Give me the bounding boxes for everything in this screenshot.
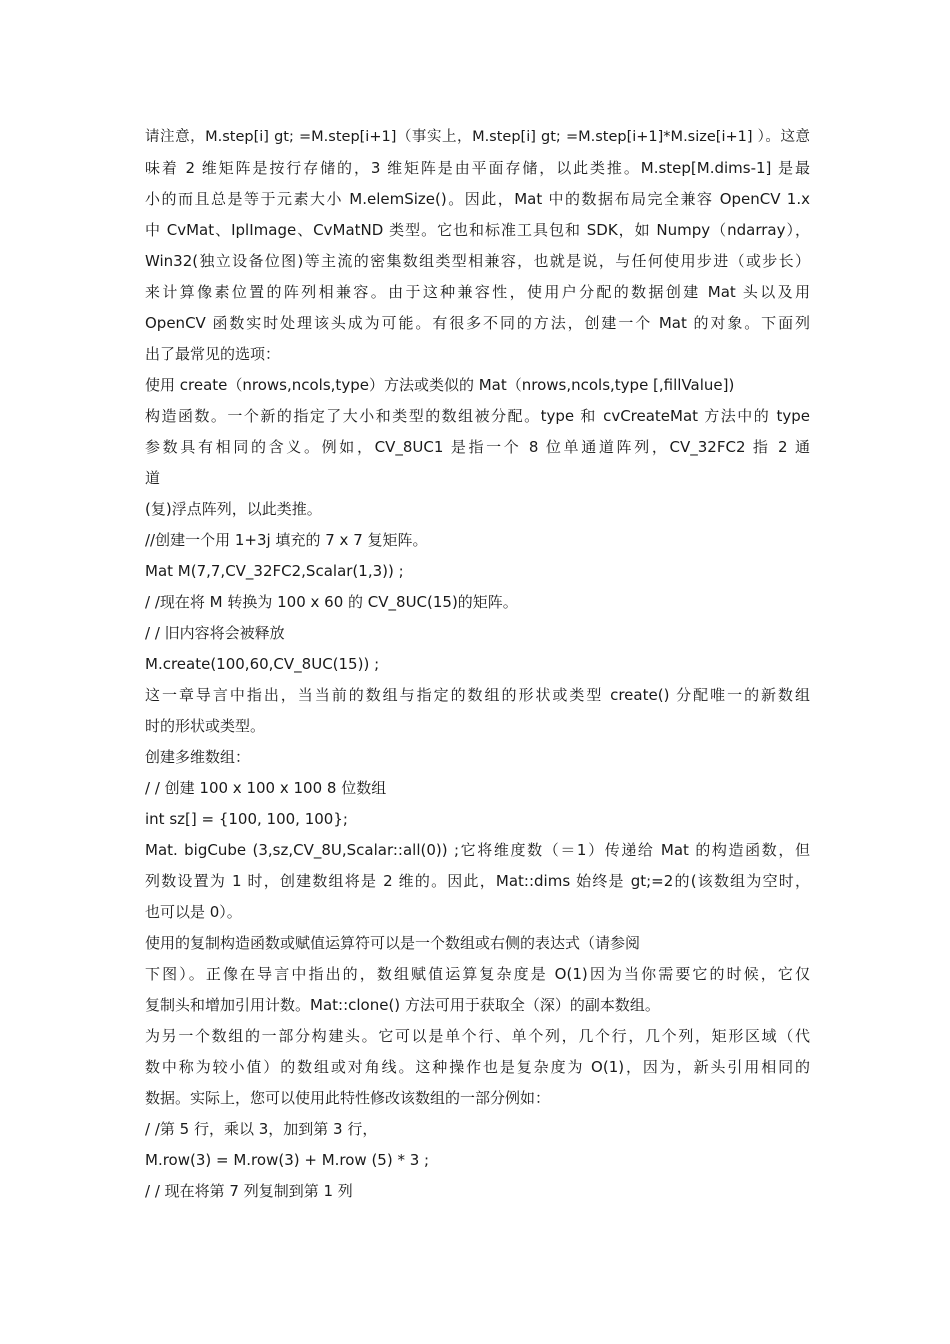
text-line: 使用的复制构造函数或赋值运算符可以是一个数组或右侧的表达式（请参阅 <box>145 934 641 952</box>
text-line: M.create(100,60,CV_8UC(15)) ; <box>145 655 380 673</box>
text-line: M.row(3) = M.row(3) + M.row (5) * 3 ; <box>145 1151 430 1169</box>
text-line: / /第 5 行，乘以 3，加到第 3 行， <box>145 1120 378 1138</box>
text-line: / / 现在将第 7 列复制到第 1 列 <box>145 1182 353 1200</box>
text-line: 时的形状或类型。 <box>145 717 266 735</box>
text-line: 来计算像素位置的阵列相兼容。由于这种兼容性，使用户分配的数据创建 Mat 头以及用 <box>145 283 810 301</box>
text-line: 也可以是 0）。 <box>145 903 242 921</box>
text-line: (复)浮点阵列，以此类推。 <box>145 500 322 518</box>
text-line: / /现在将 M 转换为 100 x 60 的 CV_8UC(15)的矩阵。 <box>145 593 518 611</box>
text-line: 请注意，M.step[i] gt; =M.step[i+1]（事实上，M.step[i] gt; =M.step[i+1]*M.size[i+1] ）。这意 <box>145 129 810 145</box>
text-line: 下图）。正像在导言中指出的，数组赋值运算复杂度是 O(1)因为当你需要它的时候，它仅 <box>145 965 810 983</box>
text-line: Mat M(7,7,CV_32FC2,Scalar(1,3)) ; <box>145 562 404 580</box>
text-line: 参数具有相同的含义。例如，CV_8UC1 是指一个 8 位单通道阵列，CV_32FC2 指 2 通 <box>145 438 810 456</box>
text-line: 为另一个数组的一部分构建头。它可以是单个行、单个列，几个行，几个列，矩形区域（代 <box>145 1027 810 1045</box>
text-line: 中 CvMat、IplImage、CvMatND 类型。它也和标准工具包和 SDK，如 Numpy（ndarray）， <box>145 221 810 239</box>
text-line: 构造函数。一个新的指定了大小和类型的数组被分配。type 和 cvCreateMat 方法中的 type <box>145 407 810 425</box>
text-line: 数据。实际上，您可以使用此特性修改该数组的一部分例如： <box>145 1089 551 1107</box>
text-line: 味着 2 维矩阵是按行存储的，3 维矩阵是由平面存储，以此类推。M.step[M.dims-1] 是最 <box>145 159 810 177</box>
text-line: 创建多维数组： <box>145 748 251 766</box>
text-line: / / 创建 100 x 100 x 100 8 位数组 <box>145 779 387 797</box>
text-line: 使用 create（nrows,ncols,type）方法或类似的 Mat（nrows,ncols,type [,fillValue]) <box>145 376 735 394</box>
text-line: Win32(独立设备位图)等主流的密集数组类型相兼容，也就是说，与任何使用步进（或步长） <box>145 252 810 270</box>
text-line: 这一章导言中指出，当当前的数组与指定的数组的形状或类型 create() 分配唯一的新数组 <box>145 686 810 704</box>
text-line: / / 旧内容将会被释放 <box>145 624 285 642</box>
text-line: Mat. bigCube (3,sz,CV_8U,Scalar::all(0)) ;它将维度数（＝1）传递给 Mat 的构造函数，但 <box>145 841 810 859</box>
text-line: 复制头和增加引用计数。Mat::clone() 方法可用于获取全（深）的副本数组。 <box>145 996 660 1014</box>
text-line: 列数设置为 1 时，创建数组将是 2 维的。因此，Mat::dims 始终是 gt;=2的(该数组为空时， <box>145 872 810 890</box>
text-line: OpenCV 函数实时处理该头成为可能。有很多不同的方法，创建一个 Mat 的对象。下面列 <box>145 314 810 332</box>
text-line: 出了最常见的选项： <box>145 345 281 363</box>
text-line: int sz[] = {100, 100, 100}; <box>145 810 348 828</box>
text-line: 数中称为较小值）的数组或对角线。这种操作也是复杂度为 O(1)，因为，新头引用相同的 <box>145 1058 810 1076</box>
document-body <box>145 122 810 1207</box>
text-line: 小的而且总是等于元素大小 M.elemSize()。因此，Mat 中的数据布局完全兼容 OpenCV 1.x <box>145 190 810 208</box>
text-line: //创建一个用 1+3j 填充的 7 x 7 复矩阵。 <box>145 531 428 549</box>
text-line: 道 <box>145 469 161 487</box>
